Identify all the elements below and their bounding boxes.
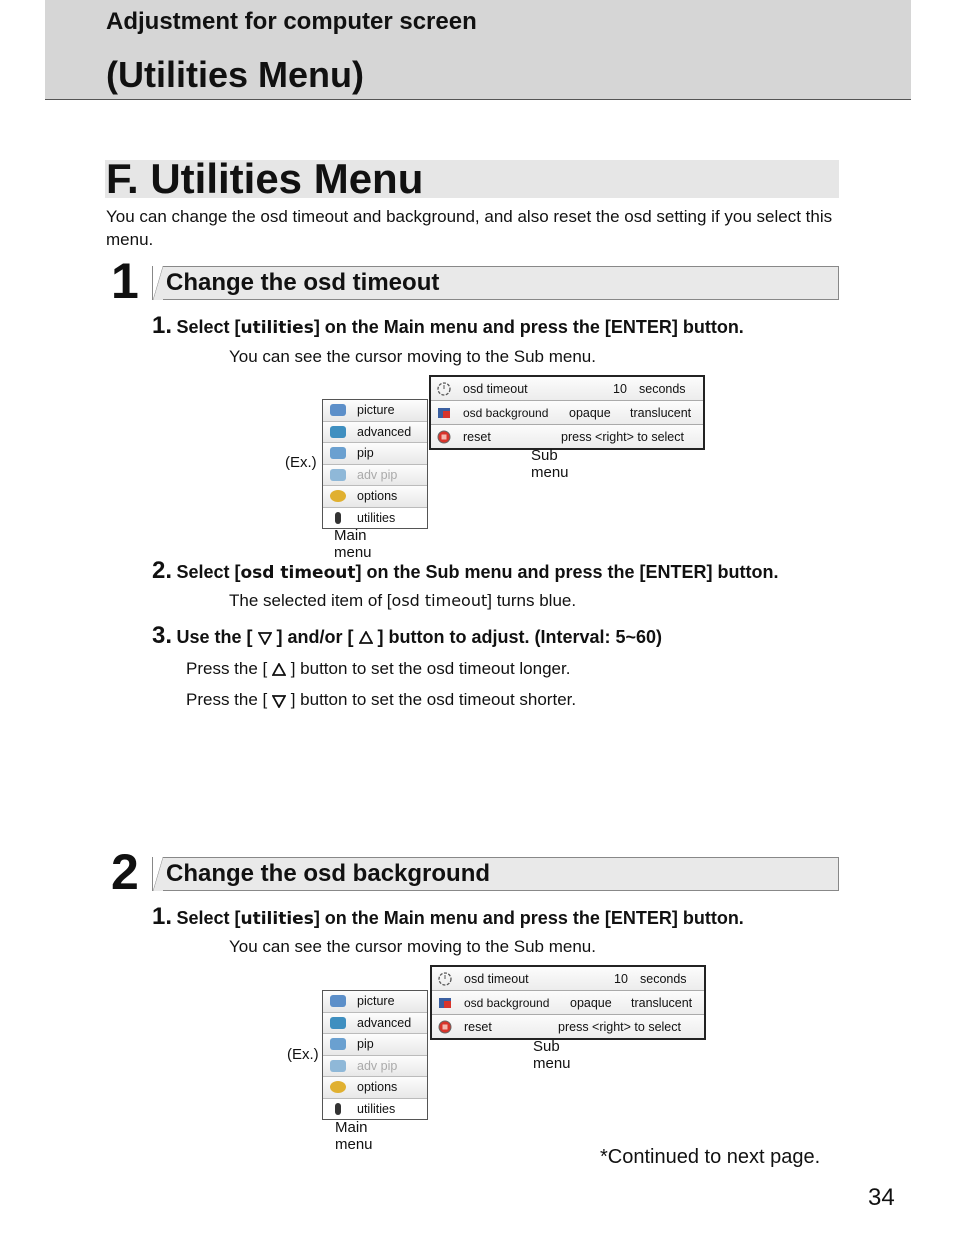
sub-menu — [429, 375, 705, 450]
sub-menu-caption: Sub menu — [533, 1038, 571, 1072]
header-title: (Utilities Menu) — [106, 54, 364, 95]
picture-icon — [330, 404, 346, 416]
main-menu-item-picture[interactable]: picture — [323, 991, 427, 1013]
main-menu-item-adv-pip: adv pip — [323, 465, 427, 487]
instruction-2-1: 1. Select [utilities] on the Main menu and press the [ENTER] button. — [152, 903, 744, 930]
sub-menu-row-background[interactable]: osd background opaque translucent — [432, 991, 704, 1015]
step-number-2: 2 — [111, 844, 139, 900]
main-menu-item-adv-pip: adv pip — [323, 1056, 427, 1078]
main-menu-item-utilities[interactable]: utilities — [323, 1099, 427, 1120]
sub-menu-row-timeout[interactable]: osd timeout 10 seconds — [432, 967, 704, 991]
example-label: (Ex.) — [285, 454, 317, 471]
adv-pip-icon — [330, 469, 346, 481]
main-menu-item-advanced[interactable]: advanced — [323, 1013, 427, 1035]
instruction-1-2-desc: The selected item of [osd timeout] turns blue. — [229, 591, 577, 610]
main-menu-item-options[interactable]: options — [323, 486, 427, 508]
main-menu-item-pip[interactable]: pip — [323, 1034, 427, 1056]
sub-menu-caption: Sub menu — [531, 447, 569, 481]
main-menu-caption: Main menu — [335, 1119, 373, 1153]
main-menu-item-advanced[interactable]: advanced — [323, 422, 427, 444]
instruction-1-3: 3. Use the [ ] and/or [ ] button to adjust. (Interval: 5~60) — [152, 622, 663, 649]
instruction-2-1-desc: You can see the cursor moving to the Sub menu. — [229, 937, 596, 956]
main-menu — [322, 990, 428, 1120]
advanced-icon — [330, 1017, 346, 1029]
sub-menu-row-reset[interactable]: reset press <right> to select — [431, 425, 703, 448]
utilities-icon — [335, 512, 341, 524]
instruction-1-1-desc: You can see the cursor moving to the Sub menu. — [229, 347, 596, 366]
step-title-1: Change the osd timeout — [166, 269, 440, 296]
up-triangle-icon — [359, 631, 373, 645]
options-icon — [330, 1081, 346, 1093]
picture-icon — [330, 995, 346, 1007]
main-menu-item-options[interactable]: options — [323, 1077, 427, 1099]
continued-note: *Continued to next page. — [600, 1146, 821, 1168]
header-subtitle: Adjustment for computer screen — [106, 8, 477, 35]
background-icon — [437, 406, 451, 420]
advanced-icon — [330, 426, 346, 438]
clock-icon — [437, 382, 451, 396]
clock-icon — [438, 972, 452, 986]
options-icon — [330, 490, 346, 502]
instruction-1-2: 2. Select [osd timeout] on the Sub menu and press the [ENTER] button. — [152, 557, 779, 584]
down-triangle-icon — [272, 694, 286, 708]
utilities-icon — [335, 1103, 341, 1115]
instruction-1-3-line1: Press the [ ] button to set the osd timeout longer. — [186, 659, 571, 678]
sub-menu — [430, 965, 706, 1040]
adv-pip-icon — [330, 1060, 346, 1072]
page-number: 34 — [868, 1184, 895, 1211]
example-label: (Ex.) — [287, 1046, 319, 1063]
instruction-1-3-line2: Press the [ ] button to set the osd timeout shorter. — [186, 690, 577, 709]
sub-menu-row-reset[interactable]: reset press <right> to select — [432, 1015, 704, 1038]
main-menu — [322, 399, 428, 529]
reset-icon — [438, 1020, 452, 1034]
background-icon — [438, 996, 452, 1010]
step-title-2: Change the osd background — [166, 860, 491, 887]
instruction-1-1: 1. Select [utilities] on the Main menu and press the [ENTER] button. — [152, 312, 744, 339]
pip-icon — [330, 447, 346, 459]
step-number-1: 1 — [111, 253, 139, 309]
main-menu-item-picture[interactable]: picture — [323, 400, 427, 422]
up-triangle-icon — [272, 663, 286, 677]
sub-menu-row-background[interactable]: osd background opaque translucent — [431, 401, 703, 425]
section-intro: You can change the osd timeout and background, and also reset the osd setting if you select this menu. — [106, 207, 833, 249]
section-title: F. Utilities Menu — [106, 155, 424, 202]
pip-icon — [330, 1038, 346, 1050]
reset-icon — [437, 430, 451, 444]
main-menu-caption: Main menu — [334, 527, 372, 561]
main-menu-item-utilities[interactable]: utilities — [323, 508, 427, 529]
sub-menu-row-timeout[interactable]: osd timeout 10 seconds — [431, 377, 703, 401]
main-menu-item-pip[interactable]: pip — [323, 443, 427, 465]
down-triangle-icon — [258, 631, 272, 645]
